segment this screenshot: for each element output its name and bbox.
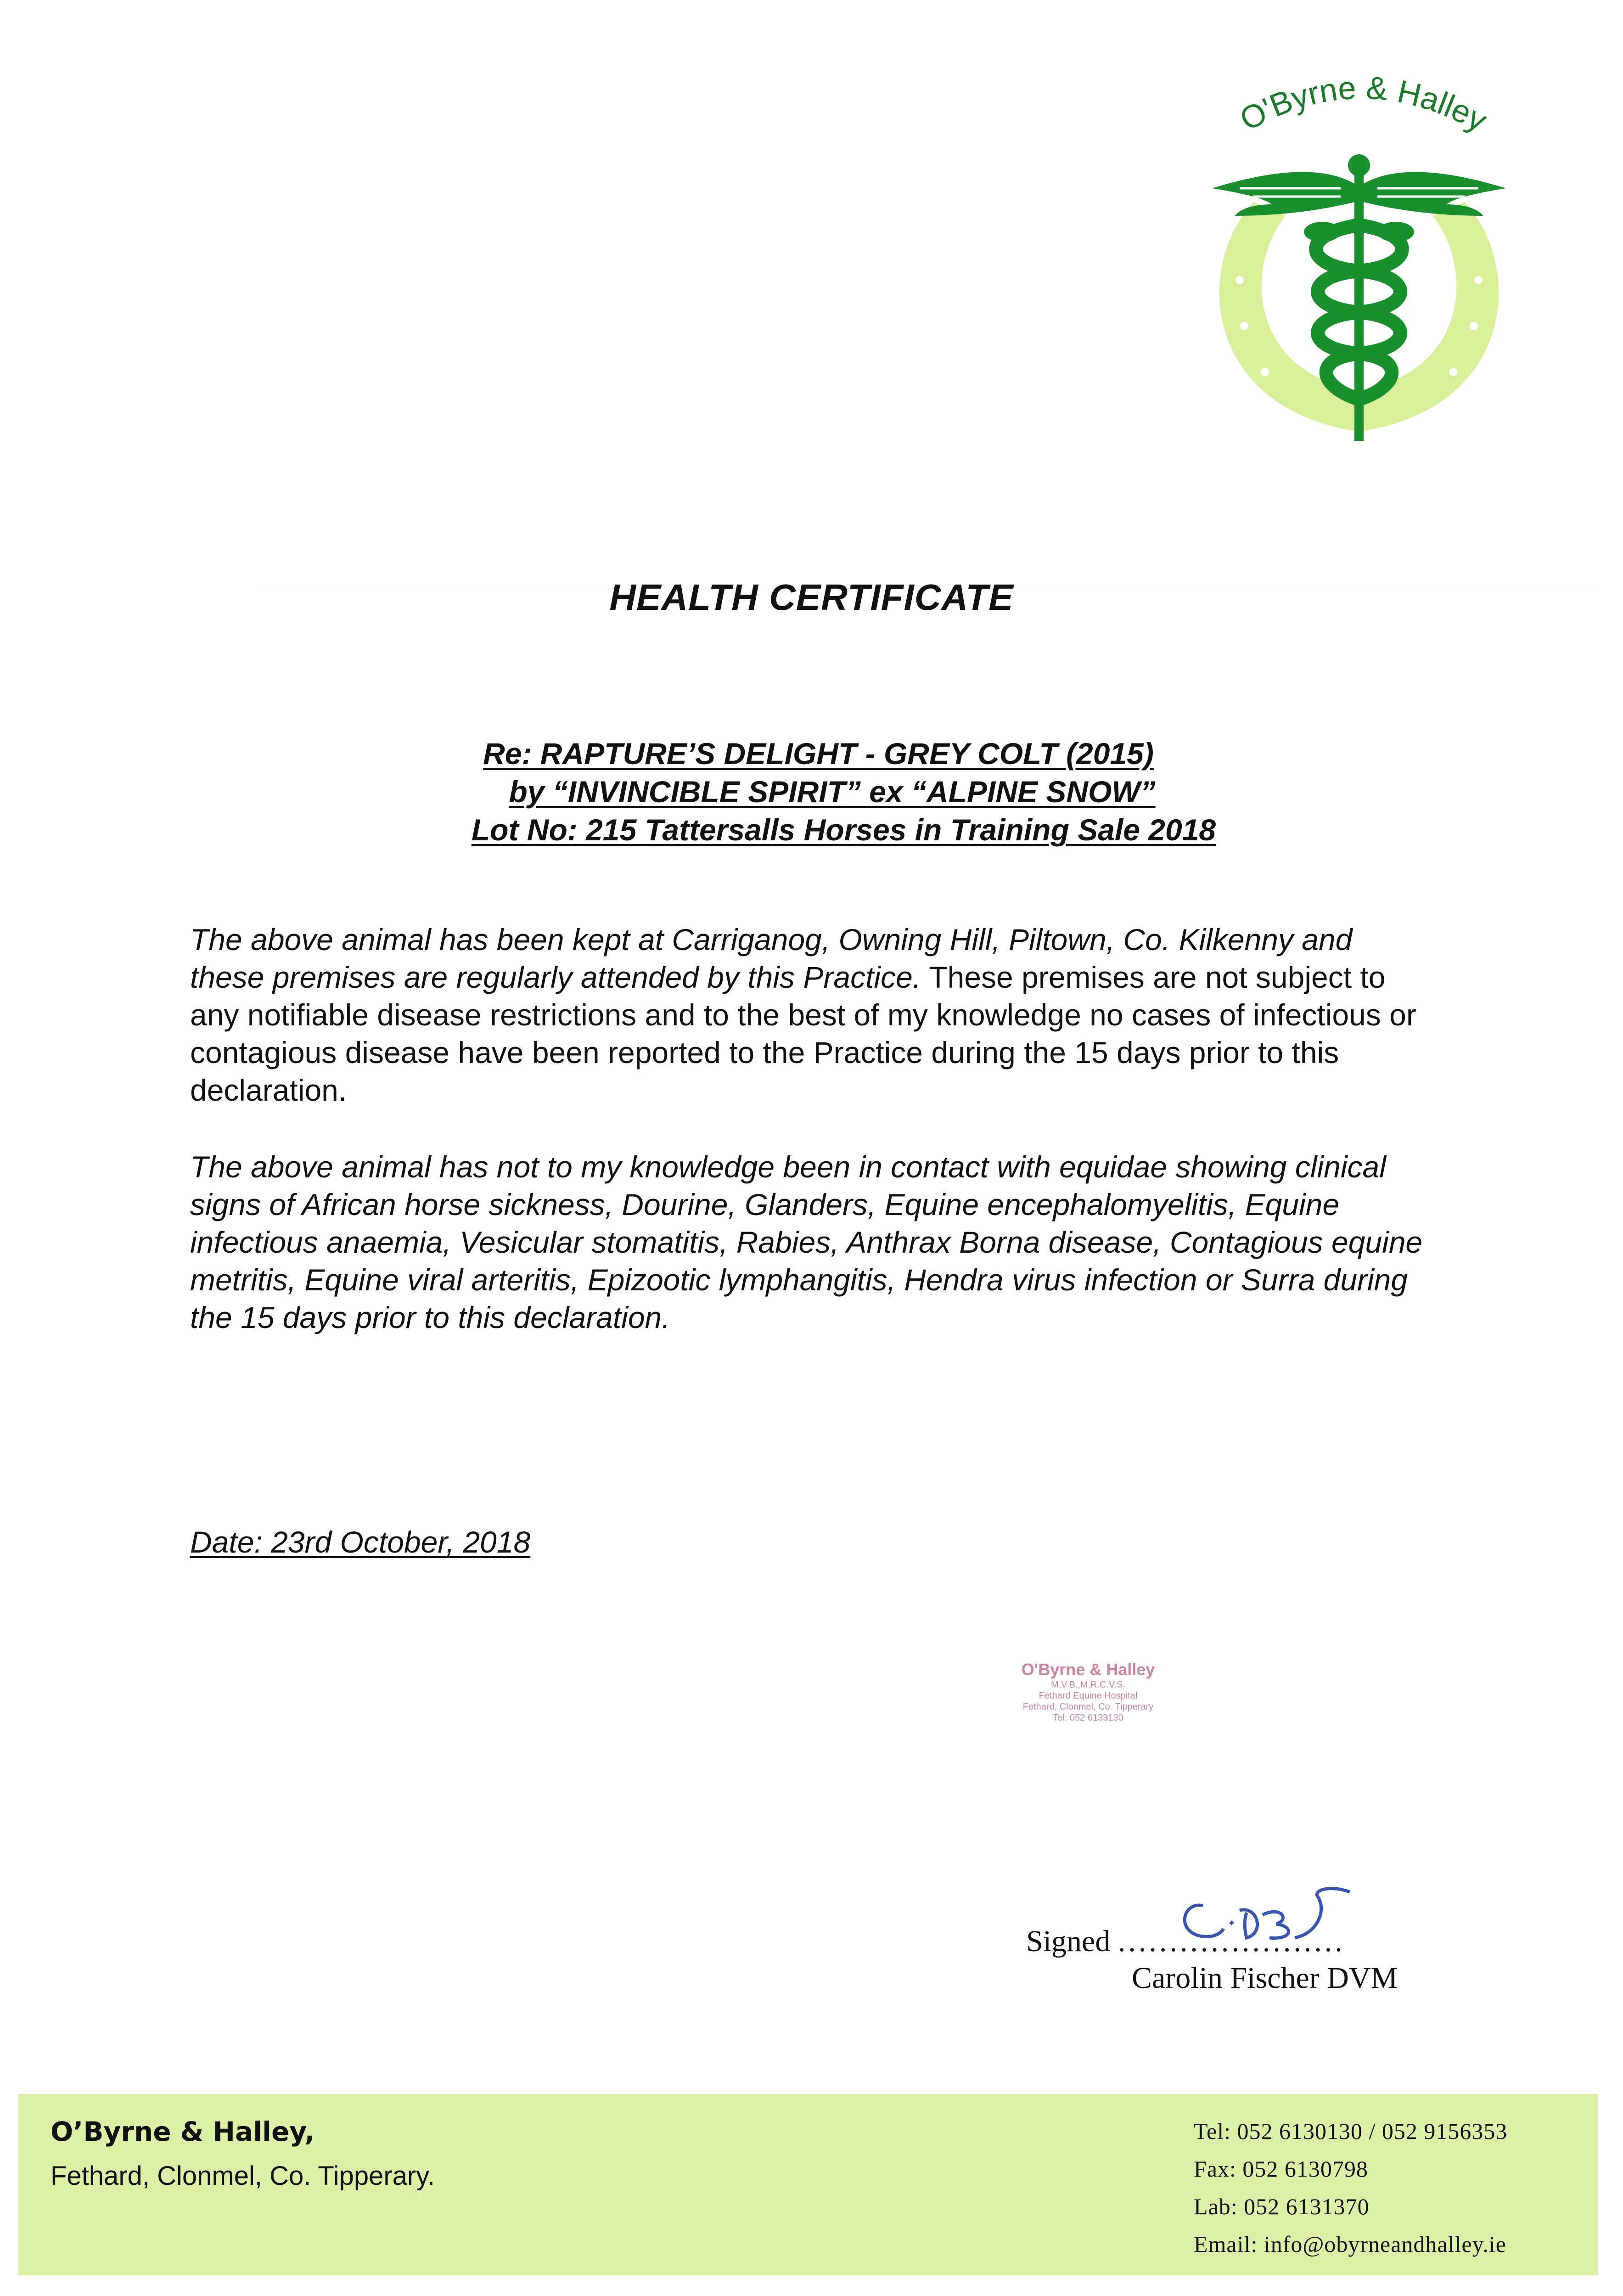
signature-label: Signed xyxy=(1026,1925,1111,1958)
contact-paragraph: The above animal has not to my knowledge been in contact with equidae showing clinical signs of African horse sickness, Dourine, Glanders, Equine encephalomyelitis, Equine infectious anaemia, Vesicular stomatitis, Rabies, Anthrax Borna disease, Contagious equine metritis, Equine viral arteritis, Epizootic lymphangitis, Hendra virus infection or Surra during the 15 days prior to this declaration. xyxy=(190,1150,1423,1334)
signature-dots: ...................... xyxy=(1118,1925,1345,1958)
subject-lot-line: Lot No: 215 Tattersalls Horses in Training Sale 2018 xyxy=(471,813,1216,847)
page-title: HEALTH CERTIFICATE xyxy=(609,577,1014,618)
subject-pedigree-line: by “INVINCIBLE SPIRIT” ex “ALPINE SNOW” xyxy=(509,775,1156,809)
footer-address: Fethard, Clonmel, Co. Tipperary. xyxy=(51,2161,435,2191)
practice-logo xyxy=(1185,51,1533,445)
stamp-line: Tel: 052 6133130 xyxy=(1053,1713,1123,1723)
svg-text:O'Byrne & Halley: O'Byrne & Halley xyxy=(1234,69,1493,139)
footer-lab: Lab: 052 6131370 xyxy=(1194,2194,1370,2219)
premises-paragraph-italic: The above animal has been kept at Carriganog, Owning Hill, Piltown, Co. Kilkenny and these premises are regularly attended by this Practice. xyxy=(190,923,1353,994)
footer-contacts xyxy=(1194,2112,1507,2263)
stamp-line: Fethard Equine Hospital xyxy=(1039,1691,1138,1701)
caduceus-horseshoe-icon xyxy=(1185,51,1533,445)
certificate-date: Date: 23rd October, 2018 xyxy=(190,1525,531,1559)
practice-stamp xyxy=(983,1660,1194,1723)
footer-email[interactable]: Email: info@obyrneandhalley.ie xyxy=(1194,2231,1506,2257)
premises-paragraph-normal: These premises are not subject to any notifiable disease restrictions and to the best of my knowledge no cases of infectious or contagious disease have been reported to the Practice during the 15 days prior to this declaration. xyxy=(190,960,1416,1107)
signer-name: Carolin Fischer DVM xyxy=(1132,1961,1398,1995)
signature-line xyxy=(1026,1924,1345,1959)
premises-paragraph xyxy=(190,921,1430,1109)
footer-fax: Fax: 052 6130798 xyxy=(1194,2156,1368,2182)
footer-firm-name: O’Byrne & Halley, xyxy=(51,2116,315,2147)
subject-horse-line: Re: RAPTURE’S DELIGHT - GREY COLT (2015) xyxy=(483,737,1154,771)
stamp-line: M.V.B.,M.R.C.V.S. xyxy=(1051,1680,1125,1690)
subject-block xyxy=(0,735,1623,849)
stamp-line: Fethard, Clonmel, Co. Tipperary xyxy=(1022,1702,1154,1712)
footer-band xyxy=(18,2094,1598,2275)
footer-tel: Tel: 052 6130130 / 052 9156353 xyxy=(1194,2118,1508,2144)
stamp-line: O'Byrne & Halley xyxy=(1021,1660,1155,1679)
